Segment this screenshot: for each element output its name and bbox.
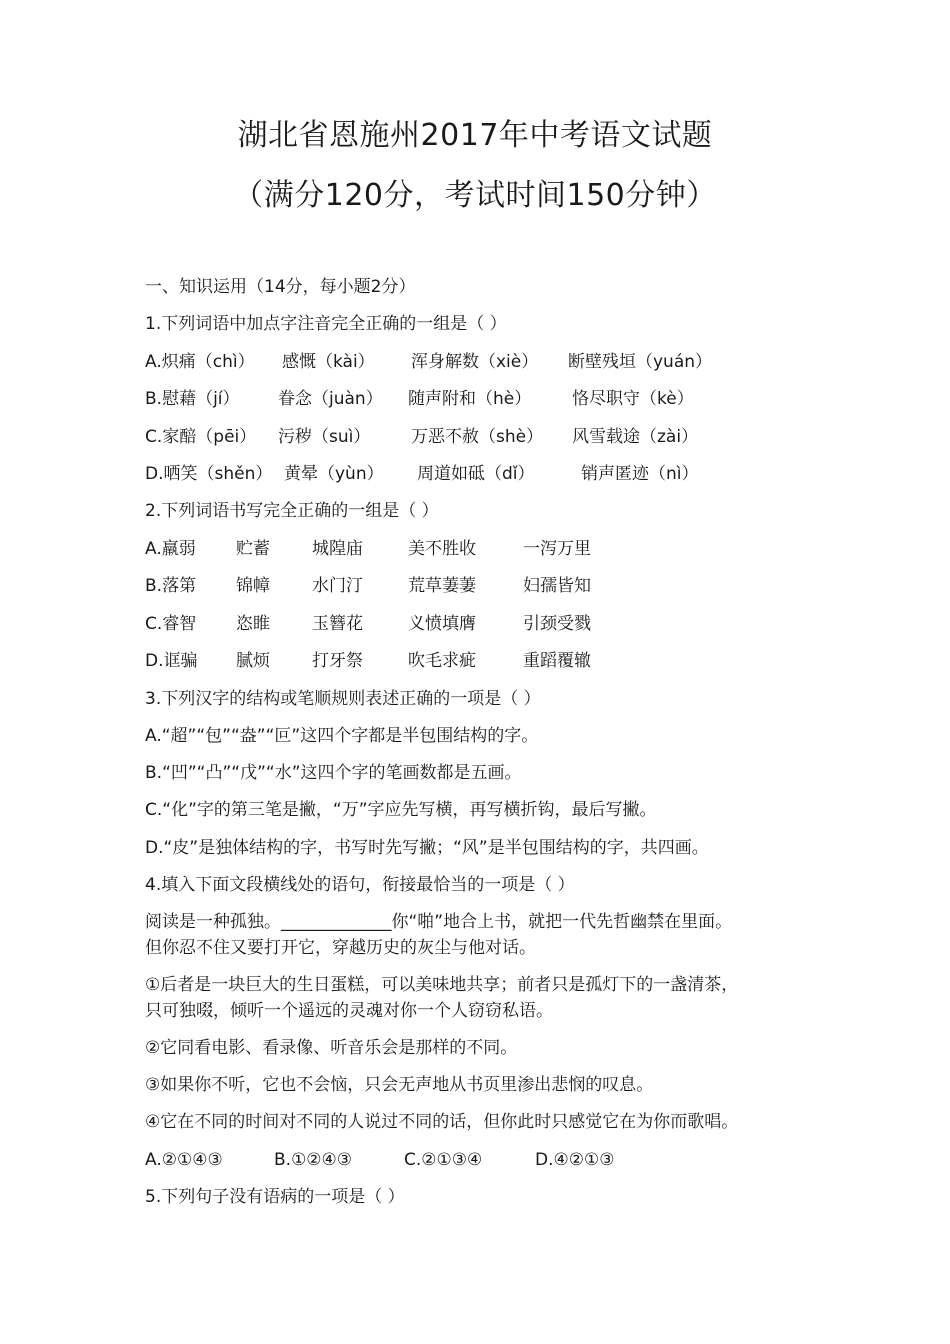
option-item: 吹毛求疵 — [408, 651, 476, 671]
choice-item: A.②①④③ — [145, 1150, 223, 1170]
option-item: D.诓骗 — [145, 651, 198, 671]
option-item: C.睿智 — [145, 614, 197, 634]
option-item: 城隍庙 — [312, 539, 363, 559]
option-item: 水门汀 — [312, 576, 363, 596]
option-item: 销声匿迹（nì） — [581, 464, 699, 484]
choice-item: C.②①③④ — [404, 1150, 483, 1170]
option-item: 恪尽职守（kè） — [572, 389, 694, 409]
option-item: 万恶不赦（shè） — [411, 427, 544, 447]
option-item: 贮蓄 — [236, 539, 270, 559]
choice-item: D.④②①③ — [535, 1150, 615, 1170]
page-title: 湖北省恩施州2017年中考语文试题 — [237, 118, 713, 153]
option-item: 腻烦 — [236, 651, 270, 671]
option-item: 眷念（juàn） — [278, 389, 383, 409]
option-item: 感慨（kài） — [282, 352, 375, 372]
option-item: 打牙祭 — [312, 651, 363, 671]
option-item: 污秽（suì） — [278, 427, 371, 447]
option-item: 重蹈覆辙 — [523, 651, 591, 671]
q3-option-c: C.“化”字的第三笔是撇，“万”字应先写横，再写横折钩，最后写撇。 — [145, 800, 657, 820]
option-item: 一泻万里 — [523, 539, 591, 559]
q4-sentence-1-line-1: ①后者是一块巨大的生日蛋糕，可以美味地共享；前者只是孤灯下的一盏清茶， — [145, 975, 739, 995]
option-item: 周道如砥（dǐ） — [417, 464, 535, 484]
question-1-stem: 1.下列词语中加点字注音完全正确的一组是（ ） — [145, 314, 507, 334]
q3-option-d: D.“皮”是独体结构的字，书写时先写撇；“风”是半包围结构的字，共四画。 — [145, 838, 709, 858]
option-item: 浑身解数（xiè） — [411, 352, 539, 372]
option-item: 玉簪花 — [312, 614, 363, 634]
q3-option-a: A.“超”“包”“盎”“叵”这四个字都是半包围结构的字。 — [145, 726, 539, 746]
q3-option-b: B.“凹”“凸”“戊”“水”这四个字的笔画数都是五画。 — [145, 763, 522, 783]
q4-sentence-2: ②它同看电影、看录像、听音乐会是那样的不同。 — [145, 1038, 518, 1058]
question-3-stem: 3.下列汉字的结构或笔顺规则表述正确的一项是（ ） — [145, 689, 541, 709]
q4-sentence-4: ④它在不同的时间对不同的人说过不同的话，但你此时只感觉它在为你而歌唱。 — [145, 1112, 739, 1132]
question-4-stem: 4.填入下面文段横线处的语句，衔接最恰当的一项是（ ） — [145, 875, 575, 895]
option-item: C.家醅（pēi） — [145, 427, 257, 447]
question-5-stem: 5.下列句子没有语病的一项是（ ） — [145, 1187, 405, 1207]
q4-passage-line-2: 但你忍不住又要打开它，穿越历史的灰尘与他对话。 — [145, 938, 536, 958]
page-subtitle: （满分120分，考试时间150分钟） — [233, 178, 717, 213]
option-item: 断壁残垣（yuán） — [568, 352, 713, 372]
choice-item: B.①②④③ — [274, 1150, 353, 1170]
option-item: 美不胜收 — [408, 539, 476, 559]
q4-passage-line-1: 阅读是一种孤独。_____________你“啪”地合上书，就把一代先哲幽禁在里面。 — [145, 912, 733, 932]
section-heading: 一、知识运用（14分，每小题2分） — [145, 277, 416, 297]
option-item: 荒草萋萋 — [408, 576, 476, 596]
option-item: B.落第 — [145, 576, 197, 596]
question-2-stem: 2.下列词语书写完全正确的一组是（ ） — [145, 501, 439, 521]
option-item: A.炽痛（chì） — [145, 352, 255, 372]
q4-sentence-1-line-2: 只可独啜，倾听一个遥远的灵魂对你一个人窃窃私语。 — [145, 1001, 553, 1021]
option-item: B.慰藉（jí） — [145, 389, 240, 409]
option-item: 黄晕（yùn） — [284, 464, 384, 484]
option-item: 风雪载途（zài） — [572, 427, 699, 447]
option-item: D.哂笑（shěn） — [145, 464, 273, 484]
option-item: A.羸弱 — [145, 539, 196, 559]
option-item: 妇孺皆知 — [523, 576, 591, 596]
option-item: 随声附和（hè） — [408, 389, 532, 409]
option-item: 锦幛 — [236, 576, 270, 596]
q4-sentence-3: ③如果你不听，它也不会恼，只会无声地从书页里渗出悲悯的叹息。 — [145, 1075, 654, 1095]
option-item: 恣睢 — [236, 614, 270, 634]
option-item: 引颈受戮 — [523, 614, 591, 634]
option-item: 义愤填膺 — [408, 614, 476, 634]
